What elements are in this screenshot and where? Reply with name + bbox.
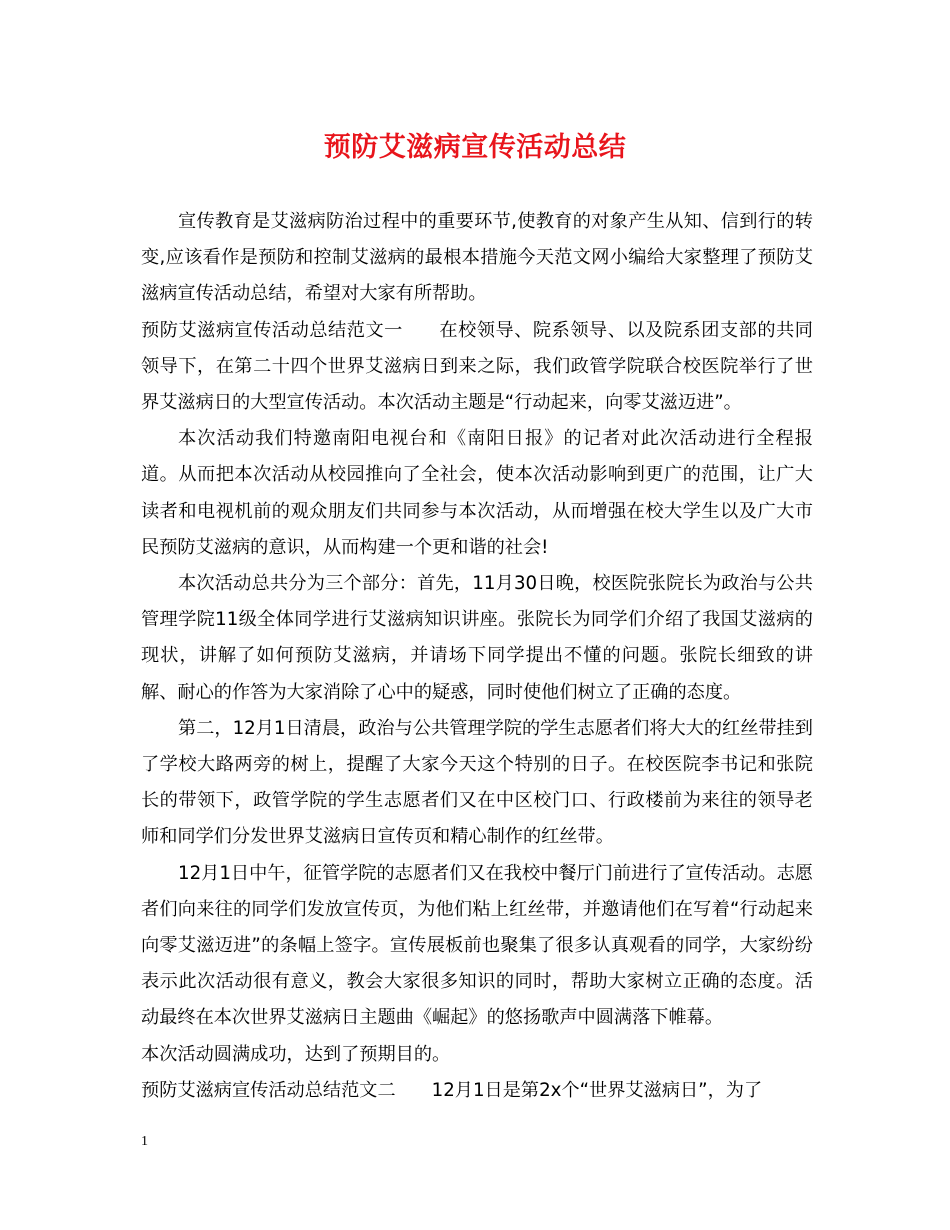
- paragraph-intro: [141, 204, 813, 313]
- page-title: 预防艾滋病宣传活动总结: [323, 132, 627, 163]
- section-heading: 预防艾滋病宣传活动总结范文一: [141, 319, 403, 341]
- paragraph-lecture: [141, 566, 813, 711]
- paragraph-text: 12月1日中午，征管学院的志愿者们又在我校中餐厅门前进行了宣传活动。志愿者们向来往的同学们发放宣传页，为他们粘上红丝带，并邀请他们在写着“行动起来 向零艾滋迈进”的条幅上签字。宣传展板前也聚集了很多认真观看的同学，大家纷纷表示此次活动很有意义，教会大家很多知识的同时，帮助大家树立正确的态度。活动最终在本次世界艾滋病日主题曲《崛起》的悠扬歌声中圆满落下帷幕。: [141, 862, 813, 1029]
- paragraph-text: 本次活动总共分为三个部分：首先，11月30日晚，校医院张院长为政治与公共管理学院11级全体同学进行艾滋病知识讲座。张院长为同学们介绍了我国艾滋病的现状，讲解了如何预防艾滋病，并请场下同学提出不懂的问题。张院长细致的讲解、耐心的作答为大家消除了心中的疑惑，同时使他们树立了正确的态度。: [141, 573, 813, 703]
- paragraph-noon-event: [141, 856, 813, 1037]
- paragraph-media: [141, 421, 813, 566]
- body-text: [141, 204, 813, 1109]
- paragraph-text: 在校领导、院系领导、以及院系团支部的共同领导下，在第二十四个世界艾滋病日到来之际，我们政管学院联合校医院举行了世界艾滋病日的大型宣传活动。本次活动主题是“行动起来，向零艾滋迈进”。: [141, 319, 813, 414]
- paragraph-text: 本次活动我们特邀南阳电视台和《南阳日报》的记者对此次活动进行全程报道。从而把本次活动从校园推向了全社会，使本次活动影响到更广的范围，让广大读者和电视机前的观众朋友们共同参与本次活动，从而增强在校大学生以及广大市民预防艾滋病的意识，从而构建一个更和谐的社会!: [141, 428, 813, 558]
- paragraph-text: 12月1日是第2x个“世界艾滋病日”，为了: [431, 1079, 763, 1101]
- paragraph-sample-one: [141, 313, 813, 422]
- paragraph-ribbons: [141, 711, 813, 856]
- paragraph-text: 宣传教育是艾滋病防治过程中的重要环节,使教育的对象产生从知、信到行的转变,应该看作是预防和控制艾滋病的最根本措施今天范文网小编给大家整理了预防艾滋病宣传活动总结，希望对大家有所帮助。: [141, 211, 813, 305]
- section-heading: 预防艾滋病宣传活动总结范文二: [141, 1079, 396, 1101]
- paragraph-conclusion: [141, 1037, 813, 1073]
- page-number: 1: [141, 1134, 148, 1149]
- paragraph-text: 本次活动圆满成功，达到了预期目的。: [141, 1043, 451, 1065]
- paragraph-sample-two: [141, 1073, 813, 1109]
- paragraph-text: 第二，12月1日清晨，政治与公共管理学院的学生志愿者们将大大的红丝带挂到了学校大路两旁的树上，提醒了大家今天这个特别的日子。在校医院李书记和张院长的带领下，政管学院的学生志愿者们又在中区校门口、行政楼前为来往的领导老师和同学们分发世界艾滋病日宣传页和精心制作的红丝带。: [141, 717, 813, 848]
